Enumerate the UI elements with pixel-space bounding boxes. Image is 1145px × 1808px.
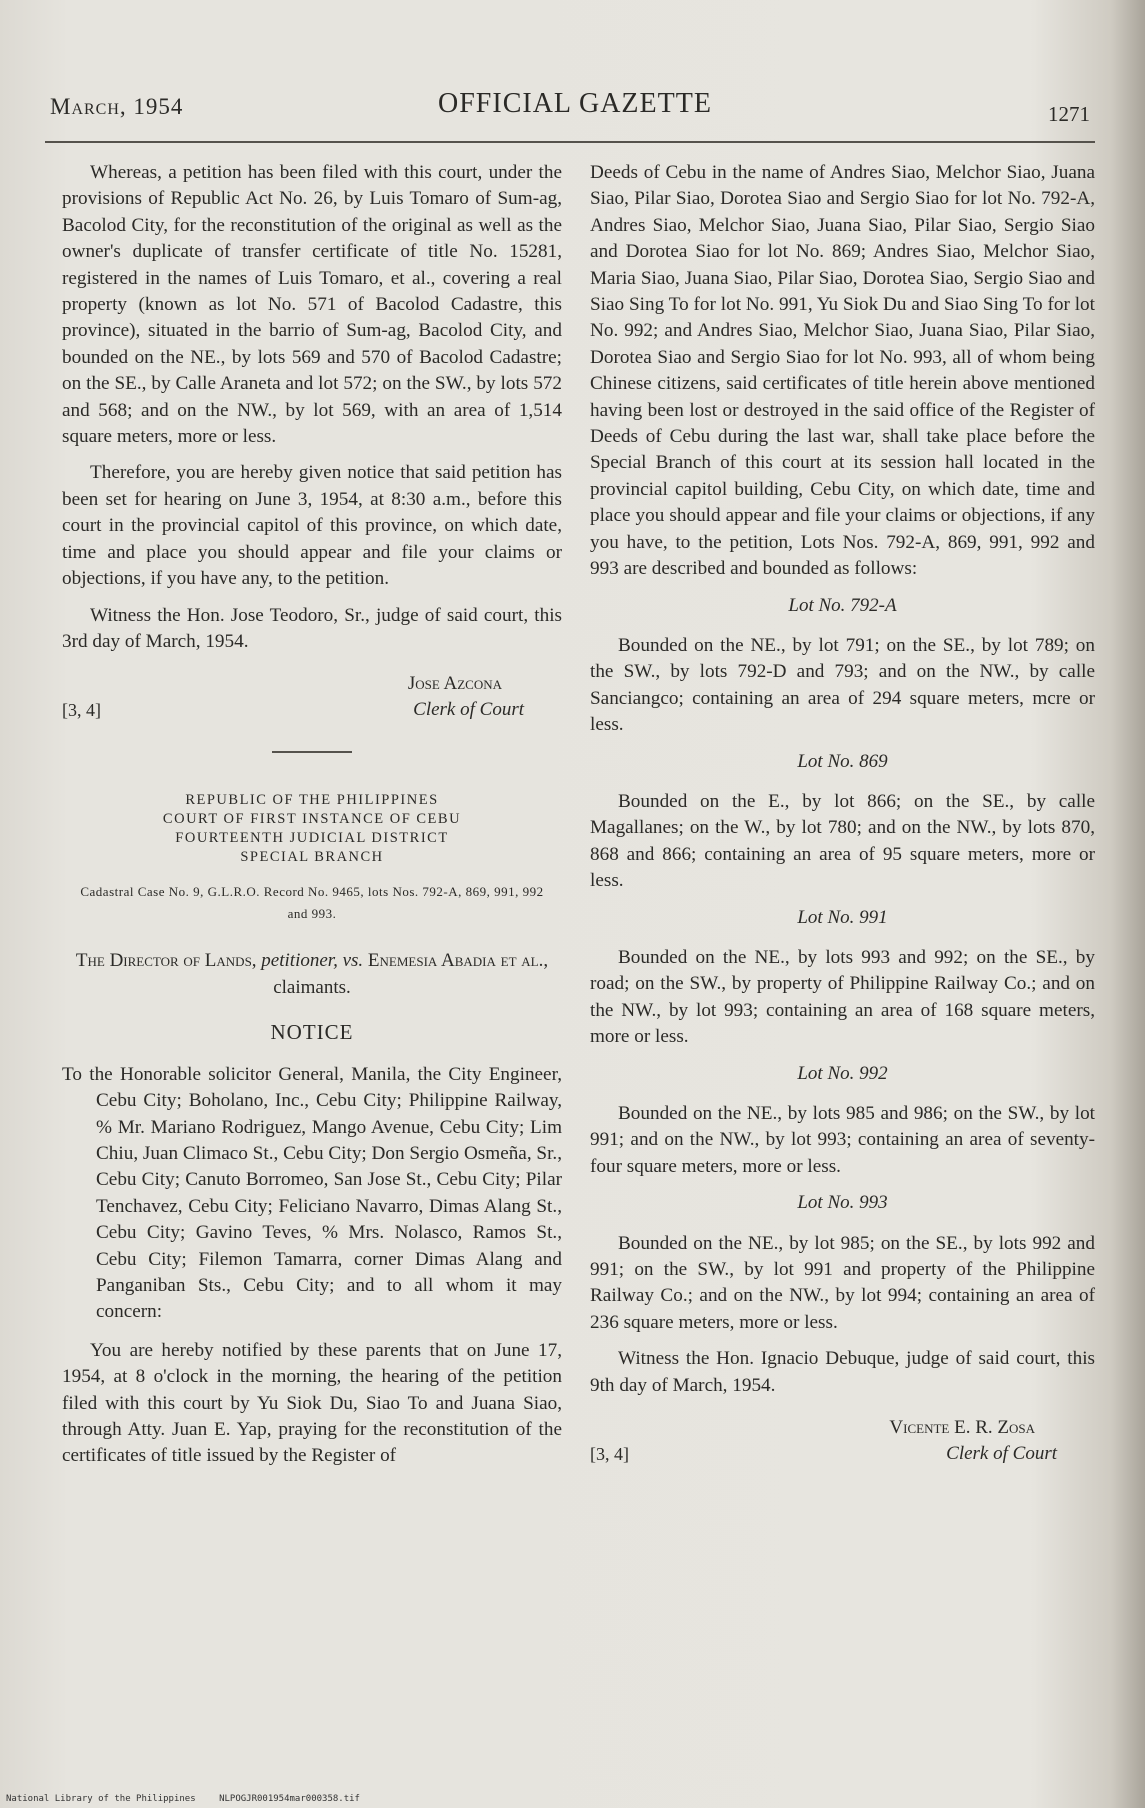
left-column: [62, 160, 562, 1480]
petitioner-name: The Director of Lands,: [75, 950, 257, 972]
signatory-name: Vicente E. R. Zosa: [889, 1417, 1035, 1439]
court-heading-line: SPECIAL BRANCH: [240, 849, 384, 866]
case-reference: Cadastral Case No. 9, G.L.R.O. Record No. 9465, lots Nos. 792-A, 869, 991, 992 and 993.: [80, 884, 544, 922]
lot-heading: Lot No. 993: [797, 1192, 888, 1214]
publication-title: OFFICIAL GAZETTE: [438, 88, 712, 119]
lot-heading: Lot No. 792-A: [788, 594, 897, 616]
issue-reference: [3, 4]: [62, 700, 101, 721]
lot-description: Bounded on the NE., by lots 993 and 992; on the SE., by road; on the SW., by property of Philippine Railway Co.; and on the NW., by lot 993; containing an area of 168 square meters, more or less.: [590, 946, 1095, 1048]
notice-heading: NOTICE: [270, 1020, 354, 1045]
case-parties: [62, 947, 562, 1001]
lot-heading: Lot No. 869: [797, 750, 888, 772]
lot-description: Bounded on the NE., by lot 985; on the SE., by lots 992 and 991; on the SW., by lot 991 and property of the Philippine Railway Co.; and on the NW., by lot 994; containing an area of 236 square meters, more or less.: [590, 1232, 1095, 1333]
lot-description: Bounded on the NE., by lots 985 and 986; on the SW., by lot 991; and on the NW., by lot 993; containing an area of seventy-four square meters, more or less.: [590, 1103, 1095, 1177]
claimant-role: claimants.: [273, 977, 351, 999]
lot-description: Bounded on the NE., by lot 791; on the SE., by lot 789; on the SW., by lots 792-D and 793; and on the NW., by calle Sanciangco; containing an area of 294 square meters, mcre or less.: [590, 634, 1095, 736]
notice1-paragraph: Whereas, a petition has been filed with this court, under the provisions of Republic Act No. 26, by Luis Tomaro of Sum-ag, Bacolod City, for the reconstitution of the original as well as the owner's duplicate of transfer certificate of title No. 15281, registered in the names of Luis Tomaro, et al., covering a real property (known as lot No. 571 of Bacolod Cadastre, this province), situated in the barrio of Sum-ag, Bacolod City, and bounded on the NE., by lots 569 and 570 of Bacolod Cadastre; on the SE., by Calle Araneta and lot 572; on the SW., by lots 572 and 568; and on the NW., by lot 569, with an area of 1,514 square meters, more or less.: [62, 162, 562, 448]
notice2-continuation: Deeds of Cebu in the name of Andres Siao, Melchor Siao, Juana Siao, Pilar Siao, Dorotea Siao and Sergio Siao for lot No. 792-A, Andres Siao, Melchor Siao, Juana Siao, Pilar Siao, Sergio Siao and Dorotea Siao for lot No. 869; Andres Siao, Melchor Siao, Maria Siao, Juana Siao, Pilar Siao, Dorotea Siao, Sergio Siao and Siao Sing To for lot No. 991, Yu Siok Du and Siao Sing To for lot No. 992; and Andres Siao, Melchor Siao, Juana Siao, Pilar Siao, Dorotea Siao and Sergio Siao for lot No. 993, all of whom being Chinese citizens, said certificates of title herein above mentioned having been lost or destroyed in the said office of the Register of Deeds of Cebu during the last war, shall take place before the Special Branch of this court at its session hall located in the provincial capitol building, Cebu City, on which date, time and place you should appear and file your claims or objections, if any you have, to the petition, Lots Nos. 792-A, 869, 991, 992 and 993 are described and bounded as follows:: [590, 162, 1095, 580]
lot-description: Bounded on the E., by lot 866; on the SE., by calle Magallanes; on the W., by lot 780; and on the NW., by lots 870, 868 and 866; containing an area of 95 square meters, more or less.: [590, 790, 1095, 892]
notice1-paragraph: Therefore, you are hereby given notice that said petition has been set for hearing on June 3, 1954, at 8:30 a.m., before this court in the provincial capitol of this province, on which date, time and place you should appear and file your claims or objections, if you have any, to the petition.: [62, 462, 562, 590]
library-credit: National Library of the Philippines: [6, 1794, 196, 1804]
lot-heading: Lot No. 992: [797, 1062, 888, 1084]
scan-filename: NLPOGJR001954mar000358.tif: [219, 1794, 360, 1804]
court-heading: [62, 791, 562, 867]
claimant-name: Enemesia Abadia et al.,: [367, 950, 549, 972]
court-heading-line: FOURTEENTH JUDICIAL DISTRICT: [175, 830, 449, 847]
notice2-paragraph: You are hereby notified by these parents that on June 17, 1954, at 8 o'clock in the morning, the hearing of the petition filed with this court by Yu Siok Du, Siao To and Juana Siao, through Atty. Juan E. Yap, praying for the reconstitution of the certificates of title issued by the Register of: [62, 1339, 562, 1467]
issue-date: March, 1954: [50, 94, 184, 119]
issue-reference: [3, 4]: [590, 1444, 629, 1465]
section-divider: [272, 751, 352, 753]
petitioner-role: petitioner, vs.: [261, 950, 364, 972]
signature-block: [62, 671, 562, 729]
signature-block: [590, 1415, 1095, 1473]
scan-footer: [6, 1794, 378, 1804]
right-column: [590, 160, 1095, 1495]
running-head: [50, 88, 1090, 128]
signatory-title: Clerk of Court: [413, 699, 524, 721]
notice2-witness: Witness the Hon. Ignacio Debuque, judge of said court, this 9th day of March, 1954.: [590, 1348, 1095, 1396]
notice1-witness: Witness the Hon. Jose Teodoro, Sr., judge of said court, this 3rd day of March, 1954.: [62, 604, 562, 652]
signatory-name: Jose Azcona: [407, 673, 502, 695]
page-number: 1271: [1048, 102, 1090, 126]
court-heading-line: REPUBLIC OF THE PHILIPPINES: [185, 792, 439, 809]
header-rule: [45, 141, 1095, 143]
lot-heading: Lot No. 991: [797, 906, 888, 928]
addressee-list: To the Honorable solicitor General, Manila, the City Engineer, Cebu City; Boholano, Inc., Cebu City; Philippine Railway, % Mr. Mariano Rodriguez, Mango Avenue, Cebu City; Lim Chiu, Juan Climaco St., Cebu City; Don Sergio Osmeña, Sr., Cebu City; Canuto Borromeo, San Jose St., Cebu City; Pilar Tenchavez, Cebu City; Feliciano Navarro, Dimas Alang St., Cebu City; Gavino Teves, % Mrs. Nolasco, Ramos St., Cebu City; Filemon Tamarra, corner Dimas Alang and Panganiban Sts., Cebu City; and to all whom it may concern:: [62, 1063, 563, 1323]
court-heading-line: COURT OF FIRST INSTANCE OF CEBU: [162, 811, 462, 828]
signatory-title: Clerk of Court: [946, 1443, 1057, 1465]
